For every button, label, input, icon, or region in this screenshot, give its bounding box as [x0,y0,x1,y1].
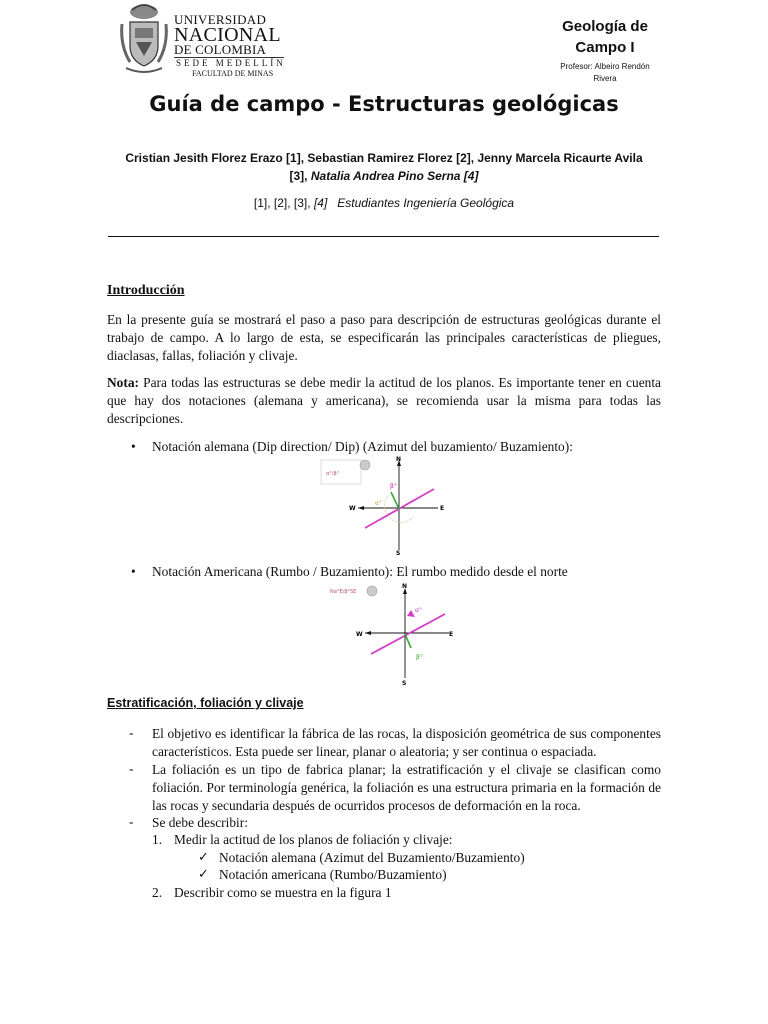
university-line1: UNIVERSIDAD [174,12,267,27]
step-2-text: Describir como se muestra en la figura 1 [174,885,392,900]
bullet-1: • [131,439,136,454]
item-1-text: El objetivo es identificar la fábrica de las rocas, la disposición geométrica de sus componentes característicos. Esta puede ser linear, planar o aleatoria; y ser continua o espaciada. [152,726,661,759]
fig2-west: W [356,631,363,638]
affiliation-text: Estudiantes Ingeniería Geológica [337,196,515,210]
step-1-text: Medir la actitud de los planos de foliación y clivaje: [174,832,453,847]
check-1-text: Notación alemana (Azimut del Buzamiento/Buzamiento) [219,850,525,865]
course-name [530,16,680,58]
step-2-number: 2. [152,885,163,900]
american-notation-diagram [327,582,455,686]
document-title: Guía de campo - Estructuras geológicas [149,92,619,116]
authors-line2-prefix: [3], [289,169,311,183]
notation-american: Notación Americana (Rumbo / Buzamiento): El rumbo medido desde el norte [152,564,568,579]
fig1-east: E [440,505,445,512]
fig2-alpha: α° [415,607,422,614]
professor-line1: Profesor: Albeiro Rendón [560,62,650,71]
authors-line2 [100,167,668,185]
fig2-north: N [402,583,408,590]
professor [540,61,670,85]
step-1-number: 1. [152,832,163,847]
university-line2: NACIONAL [174,24,281,46]
bullet-2: • [131,564,136,579]
professor-line2: Rivera [593,74,617,83]
notation-german: Notación alemana (Dip direction/ Dip) (Azimut del buzamiento/ Buzamiento): [152,439,573,454]
fig2-east: E [449,631,454,638]
fig1-label-box: α°/β° [326,471,340,477]
university-line4: SEDE MEDELLÍN [176,58,286,68]
header-rule [108,236,659,237]
german-notation-diagram [320,456,448,556]
fig1-beta: β° [390,483,397,490]
intro-paragraph: En la presente guía se mostrará el paso a paso para descripción de estructuras geológicas durante el trabajo de campo. A lo largo de esta, se especificarán las principales características de pliegues, diaclasas, fallas, foliación y clivaje. [107,312,661,363]
course-line2: Campo I [575,39,635,56]
note-text: Para todas las estructuras se debe medir la actitud de los planos. Es importante tener en cuenta que hay dos notaciones (alemana y americana), se recomienda usar la misma para todas las descripciones. [107,375,661,426]
item-3-dash: - [129,814,134,829]
check-2-icon: ✓ [198,867,209,882]
item-2-dash: - [129,761,134,776]
check-2-text: Notación americana (Rumbo/Buzamiento) [219,867,447,882]
fig1-alpha: α° [375,500,382,507]
fig2-compass-icon [367,586,377,596]
fig1-north: N [396,456,402,463]
coat-of-arms-icon [118,2,170,76]
item-2-text: La foliación es un tipo de fabrica planar; la estratificación y el clivaje se clasifican como foliación. Por terminología genérica, la foliación es una estructura primaria en la formación de las rocas y secundaria después de ocurridos procesos de deformación en la roca. [152,762,661,813]
fig2-south: S [402,680,407,686]
note-paragraph [107,374,661,428]
university-line5: FACULTAD DE MINAS [192,69,274,78]
authors-line2-italic: Natalia Andrea Pino Serna [4] [310,169,479,183]
note-label: Nota: [107,375,139,390]
fig1-compass-icon [360,460,370,470]
authors-line1: Cristian Jesith Florez Erazo [1], Sebastian Ramirez Florez [2], Jenny Marcela Ricaurte Avila [125,151,643,165]
affiliation [0,196,768,210]
authors [100,149,668,185]
university-logo [118,2,288,78]
check-1-icon: ✓ [198,850,209,865]
intro-heading: Introducción [107,283,185,298]
fig2-label-box: Nα°E/β°SE [330,589,357,595]
affiliation-ref4: [4] [313,196,328,210]
item-1-dash: - [129,725,134,740]
affiliation-refs: [1], [2], [3], [253,196,314,210]
section-heading: Estratificación, foliación y clivaje [107,696,304,710]
fig2-beta: β° [416,654,423,661]
course-line1: Geología de [562,18,648,35]
fig1-west: W [349,505,356,512]
fig1-south: S [396,550,401,556]
item-3-text: Se debe describir: [152,815,248,830]
university-line3: DE COLOMBIA [174,42,267,57]
